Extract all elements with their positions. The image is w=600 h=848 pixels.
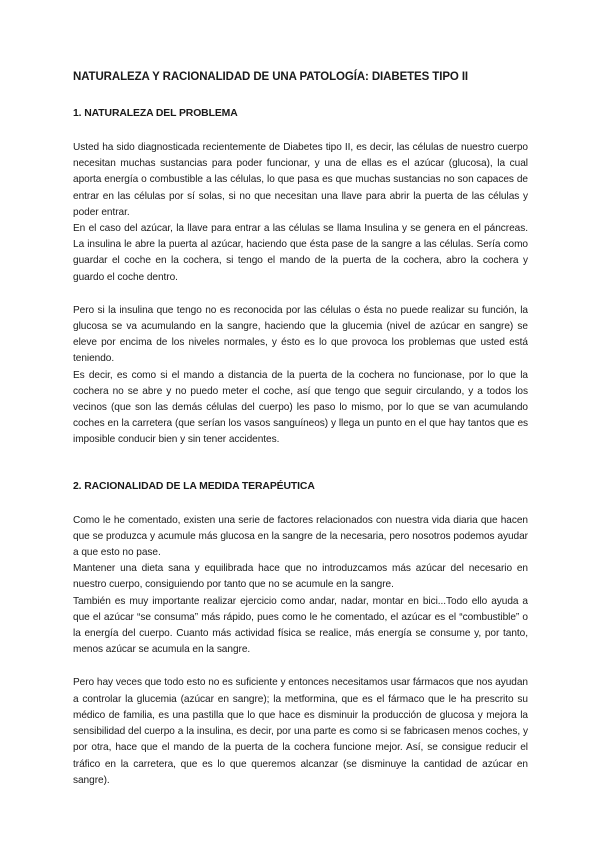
paragraph-2-4: Pero hay veces que todo esto no es suficiente y entonces necesitamos usar fármacos que nos ayudan a controlar la glucemia (azúcar en sangre); la metformina, que es el fármaco que le ha prescrito su médico de familia, es una pastilla que lo que hace es disminuir la producción de glucosa y mejora la sensibilidad del cuerpo a la insulina, es decir, por una parte es como si se fabricasen menos coches, y por otra, hace que el mando de la puerta de la cochera funcione mejor. Así, se consigue reducir el tráfico en la carretera, que es lo que queremos alcanzar (se disminuye la cantidad de azúcar en sangre). — [73, 677, 528, 786]
paragraph-spacer — [73, 658, 528, 675]
section-spacer — [73, 449, 528, 480]
paragraph-2-2: Mantener una dieta sana y equilibrada hace que no introduzcamos más azúcar del necesario en nuestro cuerpo, consiguiendo por tanto que no se acumule en la sangre. — [73, 563, 528, 591]
paragraph-1-1: Usted ha sido diagnosticada recientemente de Diabetes tipo II, es decir, las células de nuestro cuerpo necesitan muchas sustancias para poder funcionar, y una de ellas es el azúcar (glucosa), la cual aporta energía o combustible a las células, lo que pasa es que muchas sustancias no son capaces de entrar en las células por sí solas, si no que necesitan una llave para abrir la puerta de las células y poder entrar. — [73, 142, 528, 218]
section-heading-naturaleza: 1. NATURALEZA DEL PROBLEMA — [73, 108, 238, 119]
paragraph-1-3: Pero si la insulina que tengo no es reconocida por las células o ésta no puede realizar su función, la glucosa se va acumulando en la sangre, haciendo que la glucemia (nivel de azúcar en sangre) se eleve por encima de los niveles normales, y ésto es lo que provoca los problemas que usted está teniendo. — [73, 304, 528, 365]
paragraph-1-2: En el caso del azúcar, la llave para entrar a las células se llama Insulina y se genera en el páncreas. La insulina le abre la puerta al azúcar, haciendo que ésta pase de la sangre a las células. Sería como guardar el coche en la cochera, si tengo el mando de la puerta de la cochera, abro la cochera y guardo el coche dentro. — [73, 223, 528, 283]
paragraph-2-3: También es muy importante realizar ejercicio como andar, nadar, montar en bici...Todo ello ayuda a que el azúcar “se consuma” más rápido, pues como le he comentado, el azúcar es el “combustible” o la energía del cuerpo. Cuanto más actividad física se realice, más energía se consume y, por tanto, menos azúcar se acumula en la sangre. — [73, 595, 528, 656]
paragraph-1-4: Es decir, es como si el mando a distancia de la puerta de la cochera no funcionase, por lo que la cochera no se abre y no puedo meter el coche, así que tengo que seguir circulando, y a todos los vecinos (que son las demás células del cuerpo) les paso lo mismo, por lo que se van acumulando coches en la carretera (que serían los vasos sanguíneos) y llega un punto en el que hay tantos que es imposible conducir bien y sin tener accidentes. — [73, 369, 528, 446]
section-heading-racionalidad: 2. RACIONALIDAD DE LA MEDIDA TERAPÉUTICA — [73, 480, 315, 492]
document-title: NATURALEZA Y RACIONALIDAD DE UNA PATOLOGÍA: DIABETES TIPO II — [73, 71, 469, 83]
paragraph-spacer — [73, 286, 528, 303]
paragraph-2-1: Como le he comentado, existen una serie de factores relacionados con nuestra vida diaria que hacen que se produzca y acumule más glucosa en la sangre de la necesaria, pero nosotros podemos ayudar a que esto no pase. — [73, 514, 528, 559]
